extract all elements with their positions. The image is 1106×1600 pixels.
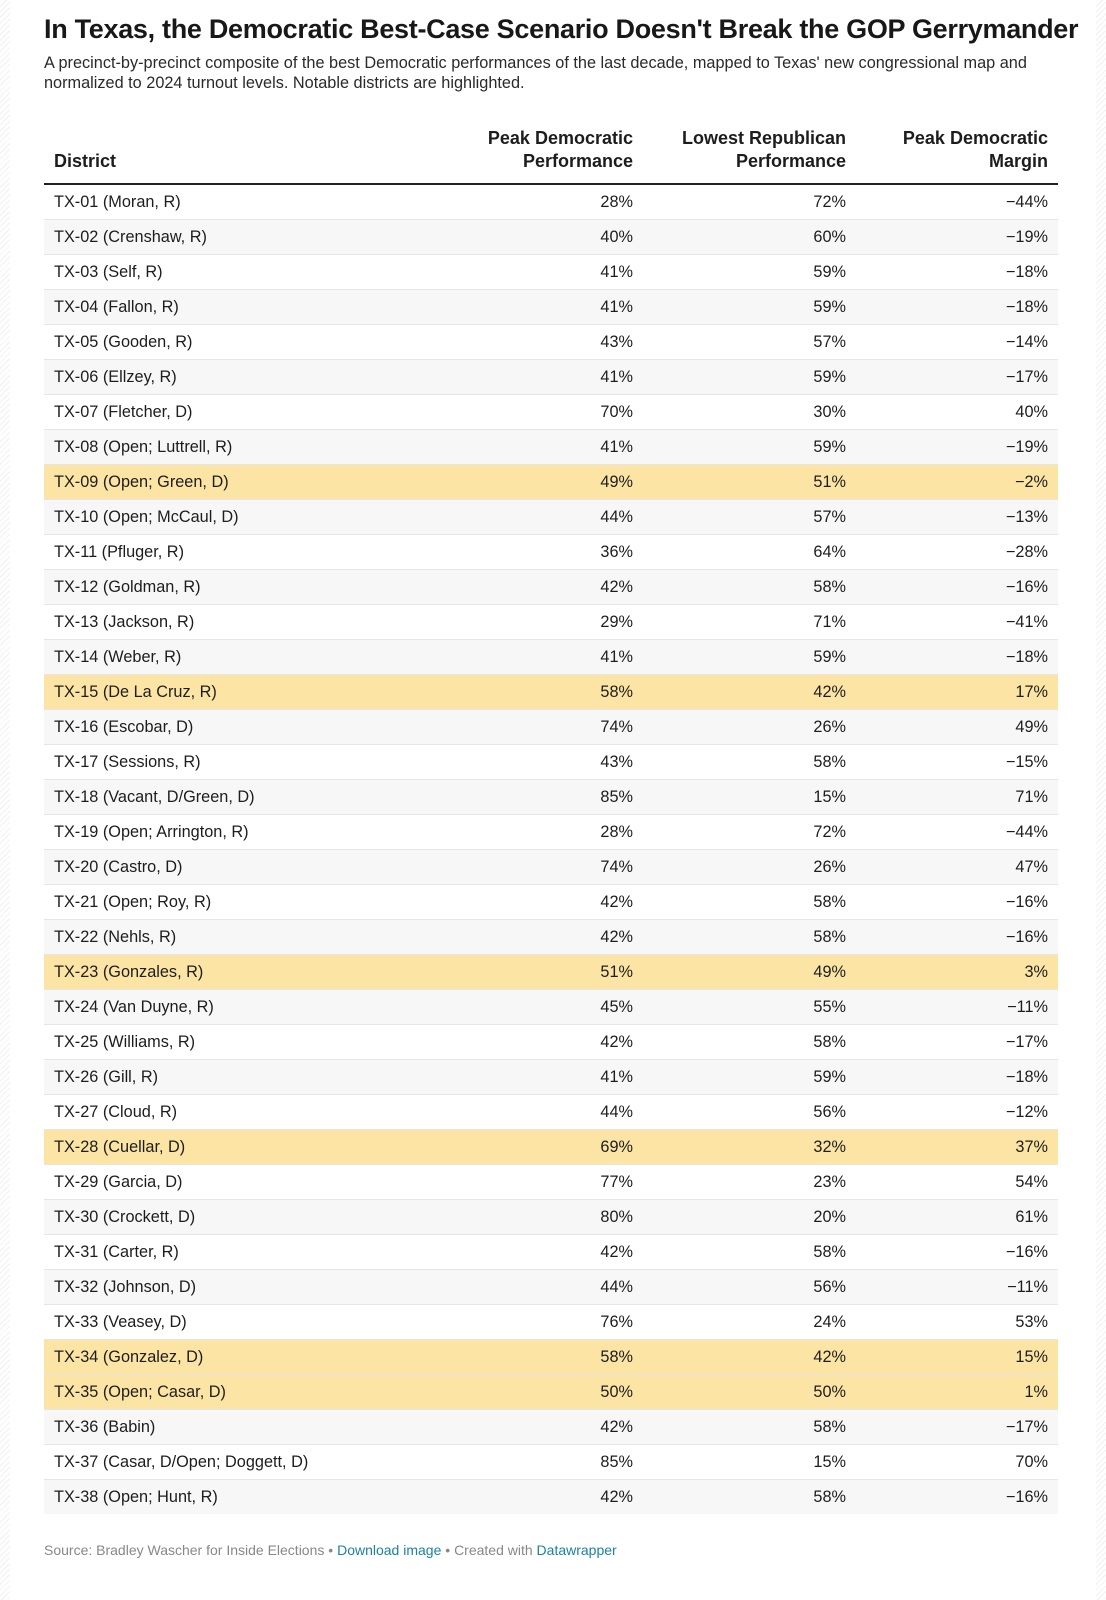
lowest-rep-performance-cell: 64% — [643, 535, 856, 570]
datawrapper-link[interactable]: Datawrapper — [536, 1542, 617, 1558]
peak-dem-performance-cell: 45% — [450, 990, 643, 1025]
peak-dem-margin-cell: −13% — [856, 500, 1058, 535]
lowest-rep-performance-cell: 24% — [643, 1305, 856, 1340]
peak-dem-margin-cell: −15% — [856, 745, 1058, 780]
column-header-line2: Performance — [735, 151, 846, 171]
district-cell: TX-11 (Pfluger, R) — [44, 535, 450, 570]
peak-dem-performance-cell: 41% — [450, 360, 643, 395]
lowest-rep-performance-cell: 71% — [643, 605, 856, 640]
table-row — [44, 1340, 1058, 1375]
table-row — [44, 1095, 1058, 1130]
created-with-label: Created with — [454, 1542, 537, 1558]
peak-dem-performance-cell: 28% — [450, 815, 643, 850]
table-row — [44, 990, 1058, 1025]
column-header-line2: Margin — [988, 151, 1048, 171]
peak-dem-performance-cell: 43% — [450, 325, 643, 360]
district-cell: TX-22 (Nehls, R) — [44, 920, 450, 955]
peak-dem-margin-cell: −19% — [856, 220, 1058, 255]
district-cell: TX-05 (Gooden, R) — [44, 325, 450, 360]
lowest-rep-performance-cell: 58% — [643, 745, 856, 780]
peak-dem-performance-cell: 42% — [450, 1025, 643, 1060]
table-row — [44, 325, 1058, 360]
table-row — [44, 1130, 1058, 1165]
lowest-rep-performance-cell: 58% — [643, 570, 856, 605]
lowest-rep-performance-cell: 58% — [643, 920, 856, 955]
table-body — [44, 184, 1058, 1514]
peak-dem-margin-cell: −28% — [856, 535, 1058, 570]
table-row — [44, 675, 1058, 710]
peak-dem-performance-cell: 50% — [450, 1375, 643, 1410]
lowest-rep-performance-cell: 23% — [643, 1165, 856, 1200]
peak-dem-performance-cell: 58% — [450, 1340, 643, 1375]
peak-dem-performance-cell: 43% — [450, 745, 643, 780]
district-cell: TX-01 (Moran, R) — [44, 184, 450, 220]
lowest-rep-performance-cell: 60% — [643, 220, 856, 255]
peak-dem-performance-cell: 40% — [450, 220, 643, 255]
footer-separator: • — [441, 1542, 455, 1558]
peak-dem-performance-cell: 77% — [450, 1165, 643, 1200]
peak-dem-margin-cell: −18% — [856, 1060, 1058, 1095]
peak-dem-margin-cell: 61% — [856, 1200, 1058, 1235]
district-cell: TX-12 (Goldman, R) — [44, 570, 450, 605]
district-cell: TX-18 (Vacant, D/Green, D) — [44, 780, 450, 815]
table-row — [44, 1445, 1058, 1480]
peak-dem-margin-cell: 3% — [856, 955, 1058, 990]
peak-dem-margin-cell: 70% — [856, 1445, 1058, 1480]
lowest-rep-performance-cell: 58% — [643, 885, 856, 920]
peak-dem-performance-cell: 42% — [450, 1410, 643, 1445]
chart-title: In Texas, the Democratic Best-Case Scenario Doesn't Break the GOP Gerrymander — [44, 14, 1079, 44]
table-row — [44, 850, 1058, 885]
peak-dem-margin-cell: −16% — [856, 920, 1058, 955]
lowest-rep-performance-cell: 56% — [643, 1270, 856, 1305]
district-cell: TX-15 (De La Cruz, R) — [44, 675, 450, 710]
lowest-rep-performance-cell: 59% — [643, 290, 856, 325]
table-row — [44, 815, 1058, 850]
peak-dem-margin-cell: −44% — [856, 184, 1058, 220]
peak-dem-performance-cell: 49% — [450, 465, 643, 500]
peak-dem-margin-cell: −11% — [856, 990, 1058, 1025]
peak-dem-margin-cell: 71% — [856, 780, 1058, 815]
lowest-rep-performance-cell: 51% — [643, 465, 856, 500]
table-row — [44, 500, 1058, 535]
lowest-rep-performance-cell: 42% — [643, 675, 856, 710]
district-cell: TX-25 (Williams, R) — [44, 1025, 450, 1060]
district-cell: TX-31 (Carter, R) — [44, 1235, 450, 1270]
table-row — [44, 1165, 1058, 1200]
table-row — [44, 395, 1058, 430]
peak-dem-margin-cell: −12% — [856, 1095, 1058, 1130]
peak-dem-performance-cell: 74% — [450, 850, 643, 885]
lowest-rep-performance-cell: 30% — [643, 395, 856, 430]
lowest-rep-performance-cell: 58% — [643, 1235, 856, 1270]
lowest-rep-performance-cell: 42% — [643, 1340, 856, 1375]
peak-dem-performance-cell: 70% — [450, 395, 643, 430]
table-header-row — [44, 127, 1058, 184]
chart-subtitle: A precinct-by-precinct composite of the best Democratic performances of the last decade, mapped to Texas' new congressional map and normalized to 2024 turnout levels. Notable districts are highlighted. — [44, 54, 1027, 92]
peak-dem-performance-cell: 85% — [450, 1445, 643, 1480]
peak-dem-margin-cell: −16% — [856, 1480, 1058, 1515]
peak-dem-margin-cell: −17% — [856, 360, 1058, 395]
peak-dem-performance-cell: 42% — [450, 570, 643, 605]
peak-dem-margin-cell: −16% — [856, 570, 1058, 605]
peak-dem-performance-cell: 51% — [450, 955, 643, 990]
column-header-line1: Peak Democratic — [487, 128, 633, 148]
peak-dem-performance-cell: 76% — [450, 1305, 643, 1340]
right-edge-texture — [1096, 0, 1106, 1600]
peak-dem-margin-cell: −18% — [856, 255, 1058, 290]
peak-dem-margin-cell: 17% — [856, 675, 1058, 710]
lowest-rep-performance-cell: 58% — [643, 1025, 856, 1060]
lowest-rep-performance-cell: 72% — [643, 815, 856, 850]
peak-dem-performance-cell: 85% — [450, 780, 643, 815]
peak-dem-performance-cell: 42% — [450, 920, 643, 955]
district-cell: TX-37 (Casar, D/Open; Doggett, D) — [44, 1445, 450, 1480]
chart-footer — [44, 1541, 617, 1559]
peak-dem-margin-cell: −17% — [856, 1410, 1058, 1445]
peak-dem-performance-cell: 69% — [450, 1130, 643, 1165]
lowest-rep-performance-cell: 57% — [643, 325, 856, 360]
lowest-rep-performance-cell: 26% — [643, 850, 856, 885]
column-header-line1: Peak Democratic — [902, 128, 1048, 148]
table-row — [44, 1060, 1058, 1095]
district-cell: TX-28 (Cuellar, D) — [44, 1130, 450, 1165]
peak-dem-margin-cell: 40% — [856, 395, 1058, 430]
district-cell: TX-13 (Jackson, R) — [44, 605, 450, 640]
lowest-rep-performance-cell: 49% — [643, 955, 856, 990]
district-cell: TX-02 (Crenshaw, R) — [44, 220, 450, 255]
table-row — [44, 1025, 1058, 1060]
lowest-rep-performance-cell: 15% — [643, 780, 856, 815]
lowest-rep-performance-cell: 59% — [643, 1060, 856, 1095]
district-cell: TX-23 (Gonzales, R) — [44, 955, 450, 990]
peak-dem-performance-cell: 28% — [450, 184, 643, 220]
table-row — [44, 570, 1058, 605]
data-table — [44, 127, 1058, 1514]
table-row — [44, 710, 1058, 745]
peak-dem-margin-cell: 53% — [856, 1305, 1058, 1340]
table-row — [44, 255, 1058, 290]
district-cell: TX-38 (Open; Hunt, R) — [44, 1480, 450, 1515]
table-row — [44, 955, 1058, 990]
peak-dem-margin-cell: −17% — [856, 1025, 1058, 1060]
lowest-rep-performance-cell: 55% — [643, 990, 856, 1025]
table-row — [44, 1235, 1058, 1270]
district-cell: TX-27 (Cloud, R) — [44, 1095, 450, 1130]
peak-dem-performance-cell: 29% — [450, 605, 643, 640]
district-cell: TX-26 (Gill, R) — [44, 1060, 450, 1095]
chart-content — [44, 0, 1079, 1514]
column-header-lowest-rep-performance[interactable] — [643, 127, 856, 184]
table-row — [44, 780, 1058, 815]
table-row — [44, 430, 1058, 465]
district-cell: TX-29 (Garcia, D) — [44, 1165, 450, 1200]
peak-dem-margin-cell: 37% — [856, 1130, 1058, 1165]
peak-dem-performance-cell: 44% — [450, 1095, 643, 1130]
peak-dem-margin-cell: −41% — [856, 605, 1058, 640]
peak-dem-performance-cell: 36% — [450, 535, 643, 570]
district-cell: TX-24 (Van Duyne, R) — [44, 990, 450, 1025]
table-row — [44, 360, 1058, 395]
district-cell: TX-21 (Open; Roy, R) — [44, 885, 450, 920]
peak-dem-margin-cell: −18% — [856, 290, 1058, 325]
lowest-rep-performance-cell: 59% — [643, 640, 856, 675]
lowest-rep-performance-cell: 50% — [643, 1375, 856, 1410]
district-cell: TX-09 (Open; Green, D) — [44, 465, 450, 500]
column-header-district[interactable] — [44, 127, 450, 184]
lowest-rep-performance-cell: 57% — [643, 500, 856, 535]
district-cell: TX-14 (Weber, R) — [44, 640, 450, 675]
peak-dem-performance-cell: 41% — [450, 255, 643, 290]
district-cell: TX-04 (Fallon, R) — [44, 290, 450, 325]
peak-dem-performance-cell: 42% — [450, 1480, 643, 1515]
table-row — [44, 1480, 1058, 1515]
table-row — [44, 920, 1058, 955]
district-cell: TX-03 (Self, R) — [44, 255, 450, 290]
lowest-rep-performance-cell: 15% — [643, 1445, 856, 1480]
table-row — [44, 1200, 1058, 1235]
source-note: Source: Bradley Wascher for Inside Elections — [44, 1542, 325, 1558]
peak-dem-performance-cell: 58% — [450, 675, 643, 710]
column-header-peak-dem-performance[interactable] — [450, 127, 643, 184]
peak-dem-margin-cell: 49% — [856, 710, 1058, 745]
peak-dem-margin-cell: −16% — [856, 1235, 1058, 1270]
peak-dem-performance-cell: 42% — [450, 885, 643, 920]
peak-dem-margin-cell: −18% — [856, 640, 1058, 675]
peak-dem-margin-cell: −44% — [856, 815, 1058, 850]
download-image-link[interactable]: Download image — [337, 1542, 442, 1558]
district-cell: TX-16 (Escobar, D) — [44, 710, 450, 745]
district-cell: TX-20 (Castro, D) — [44, 850, 450, 885]
district-cell: TX-06 (Ellzey, R) — [44, 360, 450, 395]
peak-dem-margin-cell: −2% — [856, 465, 1058, 500]
footer-separator: • — [324, 1542, 338, 1558]
peak-dem-performance-cell: 41% — [450, 290, 643, 325]
lowest-rep-performance-cell: 26% — [643, 710, 856, 745]
lowest-rep-performance-cell: 20% — [643, 1200, 856, 1235]
peak-dem-performance-cell: 74% — [450, 710, 643, 745]
peak-dem-performance-cell: 41% — [450, 1060, 643, 1095]
peak-dem-performance-cell: 41% — [450, 640, 643, 675]
peak-dem-margin-cell: 15% — [856, 1340, 1058, 1375]
district-cell: TX-32 (Johnson, D) — [44, 1270, 450, 1305]
table-row — [44, 640, 1058, 675]
table-row — [44, 1270, 1058, 1305]
peak-dem-margin-cell: −19% — [856, 430, 1058, 465]
table-row — [44, 184, 1058, 220]
lowest-rep-performance-cell: 58% — [643, 1410, 856, 1445]
peak-dem-margin-cell: −11% — [856, 1270, 1058, 1305]
peak-dem-margin-cell: 1% — [856, 1375, 1058, 1410]
district-cell: TX-17 (Sessions, R) — [44, 745, 450, 780]
lowest-rep-performance-cell: 32% — [643, 1130, 856, 1165]
lowest-rep-performance-cell: 59% — [643, 430, 856, 465]
lowest-rep-performance-cell: 58% — [643, 1480, 856, 1515]
peak-dem-performance-cell: 44% — [450, 500, 643, 535]
peak-dem-performance-cell: 44% — [450, 1270, 643, 1305]
peak-dem-performance-cell: 42% — [450, 1235, 643, 1270]
district-cell: TX-08 (Open; Luttrell, R) — [44, 430, 450, 465]
peak-dem-performance-cell: 80% — [450, 1200, 643, 1235]
table-row — [44, 290, 1058, 325]
table-row — [44, 1410, 1058, 1445]
district-cell: TX-07 (Fletcher, D) — [44, 395, 450, 430]
column-header-district-label: District — [54, 151, 117, 171]
lowest-rep-performance-cell: 59% — [643, 255, 856, 290]
table-row — [44, 605, 1058, 640]
column-header-line1: Lowest Republican — [681, 128, 846, 148]
table-row — [44, 1375, 1058, 1410]
district-cell: TX-34 (Gonzalez, D) — [44, 1340, 450, 1375]
peak-dem-margin-cell: 54% — [856, 1165, 1058, 1200]
column-header-line2: Performance — [522, 151, 633, 171]
column-header-peak-dem-margin[interactable] — [856, 127, 1058, 184]
district-cell: TX-19 (Open; Arrington, R) — [44, 815, 450, 850]
peak-dem-margin-cell: −14% — [856, 325, 1058, 360]
left-edge-texture — [0, 0, 10, 1600]
district-cell: TX-33 (Veasey, D) — [44, 1305, 450, 1340]
lowest-rep-performance-cell: 72% — [643, 184, 856, 220]
table-row — [44, 745, 1058, 780]
district-cell: TX-30 (Crockett, D) — [44, 1200, 450, 1235]
lowest-rep-performance-cell: 59% — [643, 360, 856, 395]
table-row — [44, 220, 1058, 255]
table-row — [44, 1305, 1058, 1340]
peak-dem-margin-cell: 47% — [856, 850, 1058, 885]
table-row — [44, 535, 1058, 570]
lowest-rep-performance-cell: 56% — [643, 1095, 856, 1130]
table-row — [44, 885, 1058, 920]
peak-dem-margin-cell: −16% — [856, 885, 1058, 920]
district-cell: TX-10 (Open; McCaul, D) — [44, 500, 450, 535]
peak-dem-performance-cell: 41% — [450, 430, 643, 465]
table-row — [44, 465, 1058, 500]
district-cell: TX-35 (Open; Casar, D) — [44, 1375, 450, 1410]
district-cell: TX-36 (Babin) — [44, 1410, 450, 1445]
